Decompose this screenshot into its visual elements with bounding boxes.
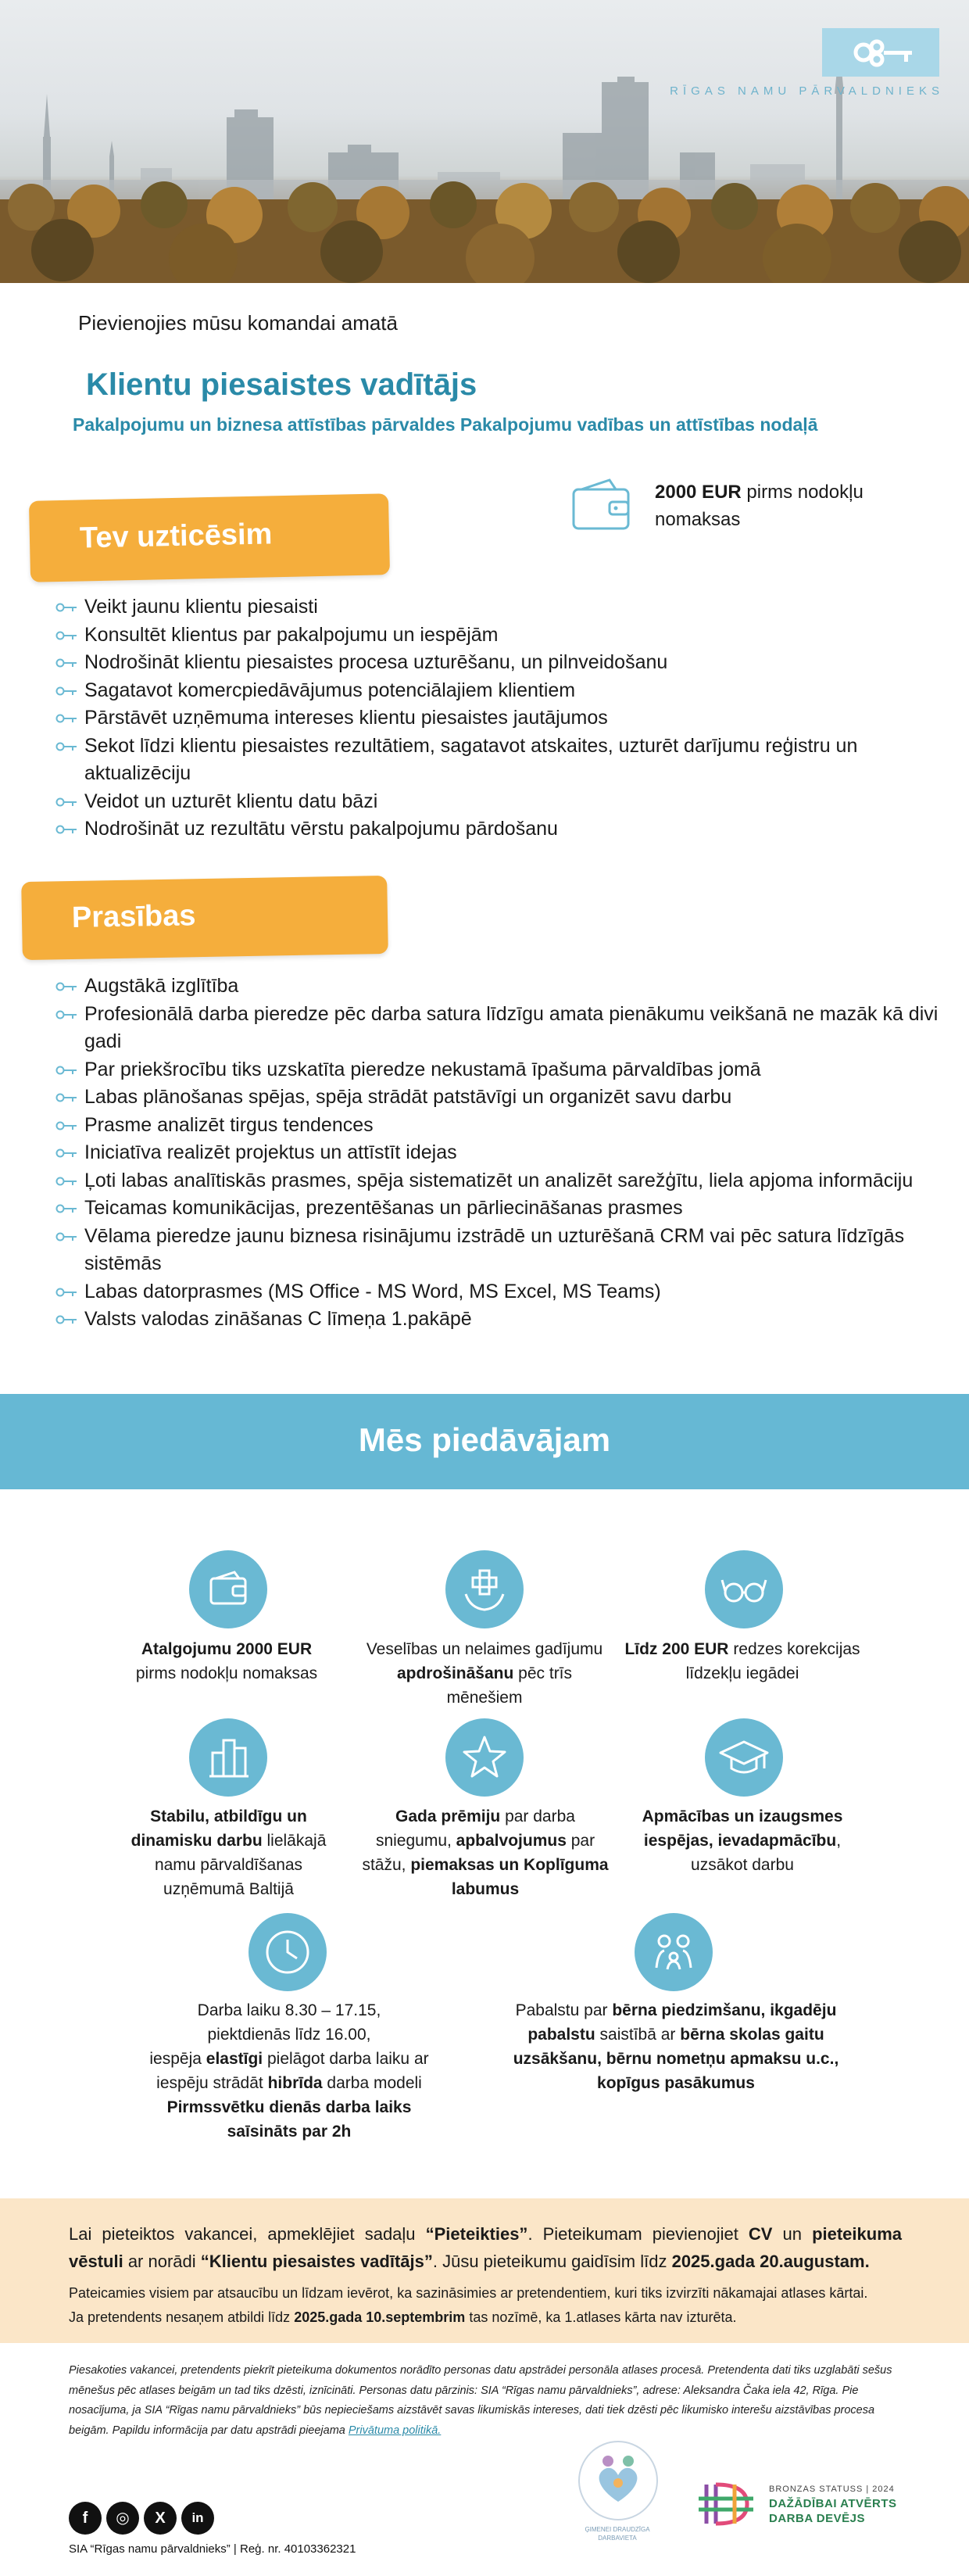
list-item: Veidot un uzturēt klientu datu bāzi: [55, 788, 953, 816]
benefit-stable-icon-circle: [189, 1718, 267, 1797]
benefit-training-text: Apmācības un izaugsmes iespējas, ievadapmācību, uzsākot darbu: [642, 1807, 843, 1874]
key-logo-icon: [848, 33, 918, 72]
requirements-banner: [21, 876, 388, 960]
benefit-salary-icon-circle: [189, 1550, 267, 1628]
key-bullet-icon: [55, 1009, 78, 1021]
benefit-glasses-text: Līdz 200 EUR redzes korekcijas līdzekļu iegādei: [624, 1640, 860, 1682]
clock-icon: [249, 1913, 327, 1991]
key-bullet-icon: [55, 823, 78, 836]
x-twitter-icon[interactable]: X: [144, 2502, 177, 2535]
health-hands-icon: [445, 1550, 524, 1628]
list-item: Nodrošināt klientu piesaistes procesa uzturēšanu, un pilnveidošanu: [55, 649, 953, 677]
list-item: Ļoti labas analītiskās prasmes, spēja sistematizēt un analizēt sarežģītu, liela apjoma informāciju: [55, 1167, 953, 1195]
glasses-icon: [705, 1550, 783, 1628]
diversity-logo-icon: [692, 2469, 763, 2539]
intro-text: Pievienojies mūsu komandai amatā: [78, 311, 398, 335]
benefit-insurance-text: Veselības un nelaimes gadījumu apdrošināšanu pēc trīs mēnešiem: [366, 1640, 603, 1707]
key-bullet-icon: [55, 1231, 78, 1243]
list-item: Pārstāvēt uzņēmuma intereses klientu piesaistes jautājumos: [55, 704, 953, 733]
list-item: Prasme analizēt tirgus tendences: [55, 1112, 953, 1140]
list-item: Teicamas komunikācijas, prezentēšanas un pārliecināšanas prasmes: [55, 1195, 953, 1223]
key-bullet-icon: [55, 1313, 78, 1326]
list-item: Konsultēt klientus par pakalpojumu un iespējām: [55, 622, 953, 650]
benefit-family-icon-circle: [635, 1913, 713, 1991]
list-item: Nodrošināt uz rezultātu vērstu pakalpojumu pārdošanu: [55, 815, 953, 844]
list-item: Sagatavot komercpiedāvājumus potenciālajiem klientiem: [55, 677, 953, 705]
company-logo-text: RĪGAS NAMU PĀRVALDNIEKS: [670, 84, 944, 98]
key-bullet-icon: [55, 685, 78, 697]
benefit-worktime-icon-circle: [249, 1913, 327, 1991]
company-registration: SIA “Rīgas namu pārvaldnieks” | Reģ. nr. 40103362321: [69, 2542, 356, 2556]
list-item: Profesionālā darba pieredze pēc darba satura līdzīgu amata pienākumu veikšanā ne mazāk kā divi gadi: [55, 1001, 953, 1056]
key-bullet-icon: [55, 1286, 78, 1299]
star-icon: [445, 1718, 524, 1797]
wallet-icon: [189, 1550, 267, 1628]
requirements-list: [55, 973, 953, 1334]
instagram-icon[interactable]: ◎: [106, 2502, 139, 2535]
key-bullet-icon: [55, 980, 78, 993]
list-item: Par priekšrocību tiks uzskatīta pieredze nekustamā īpašuma pārvaldības jomā: [55, 1056, 953, 1084]
benefit-stable-text: Stabilu, atbildīgu un dinamisku darbu lielākajā namu pārvaldīšanas uzņēmumā Baltijā: [131, 1807, 327, 1898]
key-bullet-icon: [55, 712, 78, 725]
diversity-title-2: DARBA DEVĒJS: [769, 2512, 865, 2525]
benefit-family-text: Pabalstu par bērna piedzimšanu, ikgadēju pabalstu saistībā ar bērna skolas gaitu uzsākšanu, bērnu nometņu apmaksu u.c., kopīgus pasākumus: [513, 2001, 839, 2092]
list-item: Sekot līdzi klientu piesaistes rezultātiem, sagatavot atskaites, uzturēt darījumu reģistru un aktualizēciju: [55, 733, 953, 788]
list-item: Veikt jaunu klientu piesaisti: [55, 593, 953, 622]
list-item: Valsts valodas zināšanas C līmeņa 1.pakāpē: [55, 1306, 953, 1334]
list-item: Iniciatīva realizēt projektus un attīstīt idejas: [55, 1139, 953, 1167]
family-friendly-label: ĢIMENEI DRAUDZĪGA DARBAVIETA: [585, 2526, 650, 2542]
benefit-glasses-icon-circle: [705, 1550, 783, 1628]
key-bullet-icon: [55, 1202, 78, 1215]
key-bullet-icon: [55, 1147, 78, 1159]
apply-note: Pateicamies visiem par atsaucību un līdzam ievērot, ka sazināsimies ar pretendentiem, kuri tiks izvirzīti nākamajai atlases kārtai. Ja pretendents nesaņem atbildi līdz 2025.gada 10.septembrim tas nozīmē, ka 1.atlases kārta nav izturēta.: [69, 2285, 868, 2325]
duties-banner: [29, 493, 390, 582]
offer-heading: Mēs piedāvājam: [358, 1421, 611, 1458]
family-icon: [635, 1913, 713, 1991]
diversity-title-1: DAŽĀDĪBAI ATVĒRTS: [769, 2497, 897, 2510]
salary-amount: 2000 EUR: [655, 482, 742, 503]
privacy-policy-link[interactable]: Privātuma politikā.: [348, 2424, 442, 2437]
facebook-icon[interactable]: f: [69, 2502, 102, 2535]
requirements-heading: Prasības: [71, 899, 196, 934]
key-bullet-icon: [55, 1091, 78, 1104]
key-bullet-icon: [55, 1120, 78, 1132]
graduation-cap-icon: [705, 1718, 783, 1797]
city-buildings-icon: [189, 1718, 267, 1797]
key-bullet-icon: [55, 796, 78, 808]
benefit-salary-text: Atalgojumu 2000 EUR pirms nodokļu nomaksas: [135, 1640, 318, 1682]
list-item: Vēlama pieredze jaunu biznesa risinājumu izstrādē un uzturēšanā CRM vai pēc satura līdzīgās sistēmās: [55, 1223, 953, 1278]
wallet-icon: [570, 477, 631, 533]
list-item: Labas datorprasmes (MS Office - MS Word, MS Excel, MS Teams): [55, 1278, 953, 1306]
duties-list: [55, 593, 953, 844]
list-item: Augstākā izglītība: [55, 973, 953, 1001]
benefit-insurance-icon-circle: [445, 1550, 524, 1628]
key-bullet-icon: [55, 601, 78, 614]
benefit-training-icon-circle: [705, 1718, 783, 1797]
privacy-notice: Piesakoties vakancei, pretendents piekrīt pieteikuma dokumentos norādīto personas datu apstrādei personāla atlases procesā. Pretendenta dati tiks uzglabāti sešus mēnešus pēc atlases beigām un tad tiks dzēsti, iznīcināti. Personas datu pārzinis: SIA “Rīgas namu pārvaldnieks”, adrese: Aleksandra Čaka iela 42, Rīga. Pie nosacījuma, ja SIA “Rīgas namu pārvaldnieks” būs nepieciešams aizstāvēt savas likumiskās intereses, dati tiek dzēsti pēc likumisko interešu aizstāvības procesa beigām. Papildu informācija par datu apstrādi pieejama Privātuma politikā.: [69, 2364, 892, 2437]
family-friendly-logo-icon: [575, 2438, 661, 2524]
key-bullet-icon: [55, 740, 78, 753]
key-bullet-icon: [55, 1175, 78, 1188]
duties-heading: Tev uzticēsim: [79, 518, 273, 555]
list-item: Labas plānošanas spējas, spēja strādāt patstāvīgi un organizēt savu darbu: [55, 1084, 953, 1112]
job-title: Klientu piesaistes vadītājs: [86, 367, 477, 402]
department-subtitle: Pakalpojumu un biznesa attīstības pārvaldes Pakalpojumu vadības un attīstības nodaļā: [73, 414, 818, 435]
benefit-worktime-text: Darba laiku 8.30 – 17.15, piektdienās līdz 16.00, iespēja elastīgi pielāgot darba laiku ar iespēju strādāt hibrīda darba modeli Pirmssvētku dienās darba laiks saīsināts par 2h: [149, 2001, 429, 2141]
benefit-bonus-icon-circle: [445, 1718, 524, 1797]
linkedin-icon[interactable]: in: [181, 2502, 214, 2535]
key-bullet-icon: [55, 657, 78, 669]
diversity-status: BRONZAS STATUSS | 2024: [769, 2485, 895, 2494]
salary-rest: pirms nodokļu nomaksas: [655, 482, 864, 530]
key-bullet-icon: [55, 1064, 78, 1077]
apply-instructions: Lai pieteiktos vakancei, apmeklējiet sadaļu “Pieteikties”. Pieteikumam pievienojiet CV un pieteikuma vēstuli ar norādi “Klientu piesaistes vadītājs”. Jūsu pieteikumu gaidīsim līdz 2025.gada 20.augustam.: [69, 2224, 902, 2271]
key-bullet-icon: [55, 629, 78, 642]
benefit-bonus-text: Gada prēmiju par darba sniegumu, apbalvojumus par stāžu, piemaksas un Koplīguma labumus: [362, 1807, 609, 1898]
salary-info: [655, 478, 913, 533]
